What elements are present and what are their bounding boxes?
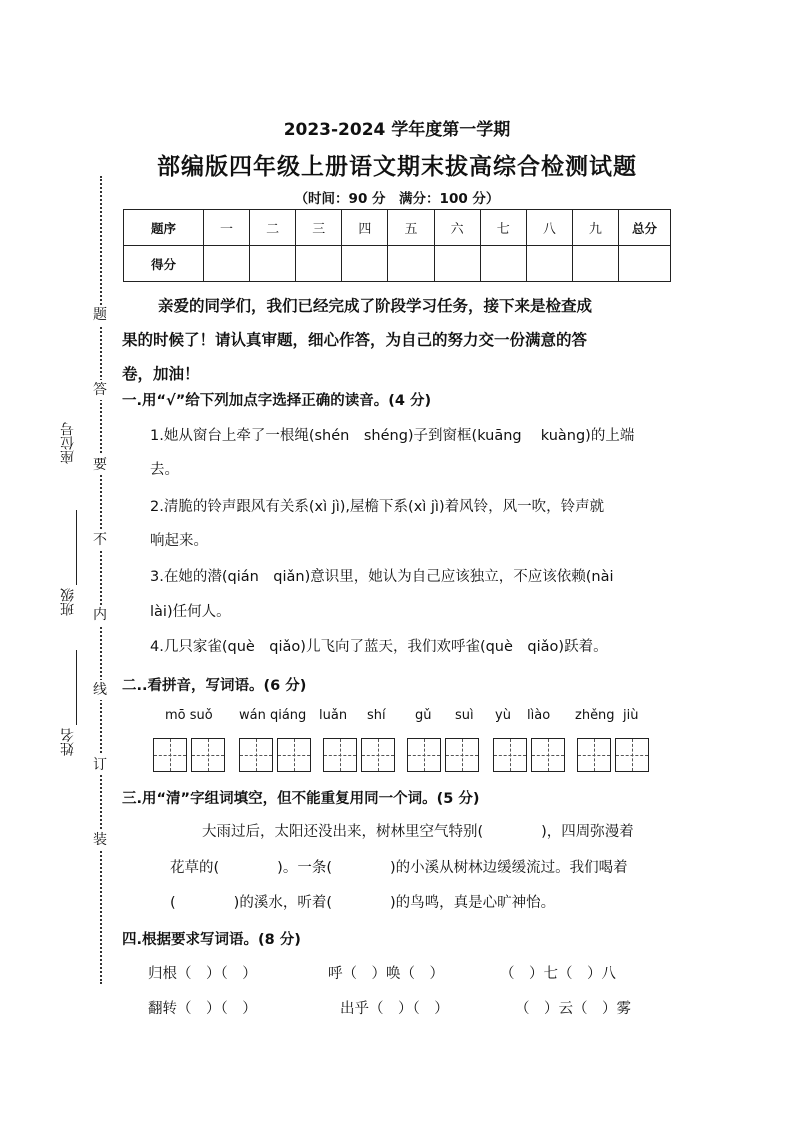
score-input-cell[interactable] (388, 246, 434, 282)
score-input-cell[interactable] (204, 246, 250, 282)
idiom-blank: 呼（ ）唤（ ） (328, 966, 444, 982)
exam-title: 部编版四年级上册语文期末拔高综合检测试题 (157, 154, 637, 180)
score-cell: 八 (526, 210, 572, 246)
pinyin-label: shí (367, 708, 386, 723)
year-term-title: 2023-2024 学年度第一学期 (283, 120, 511, 140)
section-2-title: 二..看拼音，写词语。(6 分) (122, 678, 307, 694)
score-input-cell[interactable] (480, 246, 526, 282)
intro-line: 亲爱的同学们，我们已经完成了阶段学习任务，接下来是检查成 (158, 296, 593, 315)
score-cell: 总分 (619, 210, 671, 246)
score-input-cell[interactable] (572, 246, 618, 282)
name-label: 姓名 (60, 728, 76, 756)
question-line: 4.几只家雀(què qiǎo)儿飞向了蓝天，我们欢呼雀(què qiǎo)跃着。 (150, 639, 608, 655)
name-field[interactable] (58, 650, 78, 756)
score-input-cell[interactable] (526, 246, 572, 282)
writing-box[interactable] (323, 738, 357, 772)
score-cell: 九 (572, 210, 618, 246)
binding-char: 要 (90, 455, 110, 475)
score-input-cell[interactable] (250, 246, 296, 282)
binding-char: 线 (90, 680, 110, 700)
pinyin-label: suì (455, 708, 474, 723)
score-cell: 三 (296, 210, 342, 246)
question-line: 3.在她的潜(qián qiǎn)意识里，她认为自己应该独立，不应该依赖(nài (150, 569, 614, 585)
score-cell: 题序 (124, 210, 204, 246)
score-input-cell[interactable] (619, 246, 671, 282)
section-1-title: 一.用“√”给下列加点字选择正确的读音。(4 分) (122, 393, 432, 409)
name-blank[interactable] (76, 650, 77, 725)
seat-number-label: 座位号 (60, 422, 76, 464)
question-line: 去。 (150, 462, 179, 478)
score-cell: 一 (204, 210, 250, 246)
pinyin-label: wán qiáng (239, 708, 307, 723)
score-cell: 二 (250, 210, 296, 246)
fill-blank-line: 花草的( )。一条( )的小溪从树林边缓缓流过。我们喝着 (170, 860, 628, 876)
binding-dotted-line (100, 176, 102, 984)
pinyin-label: zhěng (575, 708, 615, 723)
binding-char: 不 (90, 530, 110, 550)
writing-box[interactable] (407, 738, 441, 772)
section-4-title: 四.根据要求写词语。(8 分) (122, 932, 301, 948)
writing-box[interactable] (531, 738, 565, 772)
question-line: lài)任何人。 (150, 604, 231, 620)
pinyin-label: jiù (623, 708, 639, 723)
pinyin-row (153, 708, 673, 728)
class-label: 班级 (60, 588, 76, 616)
score-input-cell[interactable] (296, 246, 342, 282)
question-line: 1.她从窗台上牵了一根绳(shén shéng)子到窗框(kuāng kuàng)的上端 (150, 428, 635, 444)
intro-line: 果的时候了！请认真审题，细心作答，为自己的努力交一份满意的答 (122, 330, 588, 349)
idiom-blank: 翻转（ ）（ ） (148, 1001, 257, 1017)
score-cell: 七 (480, 210, 526, 246)
tianzige-row (153, 738, 673, 774)
binding-char: 内 (90, 605, 110, 625)
class-blank[interactable] (76, 510, 77, 585)
score-input-cell[interactable] (434, 246, 480, 282)
class-field[interactable] (58, 510, 78, 616)
pinyin-label: lìào (527, 708, 551, 723)
score-input-cell[interactable] (342, 246, 388, 282)
score-table (123, 209, 671, 282)
idiom-blank: （ ）七（ ）八 (500, 966, 616, 982)
question-line: 响起来。 (150, 533, 208, 549)
binding-char: 订 (90, 755, 110, 775)
pinyin-label: mō suǒ (165, 708, 213, 723)
pinyin-label: gǔ (415, 708, 432, 723)
fill-blank-line: ( )的溪水，听着( )的鸟鸣，真是心旷神怡。 (170, 895, 556, 911)
idiom-blank: 出乎（ ）（ ） (340, 1001, 449, 1017)
score-cell: 六 (434, 210, 480, 246)
idiom-blank: （ ）云（ ）雾 (515, 1001, 631, 1017)
score-cell: 四 (342, 210, 388, 246)
binding-char: 装 (90, 830, 110, 850)
writing-box[interactable] (445, 738, 479, 772)
binding-char: 答 (90, 380, 110, 400)
question-line: 2.清脆的铃声跟风有关系(xì jì),屋檐下系(xì jì)着风铃，风一吹，铃声就 (150, 499, 605, 515)
writing-box[interactable] (493, 738, 527, 772)
intro-line: 卷，加油！ (122, 364, 200, 383)
exam-info: （时间：90 分 满分：100 分） (294, 191, 500, 207)
writing-box[interactable] (577, 738, 611, 772)
score-table-score-row (124, 246, 671, 282)
writing-box[interactable] (153, 738, 187, 772)
writing-box[interactable] (615, 738, 649, 772)
score-table-header-row (124, 210, 671, 246)
seat-number-field (58, 422, 78, 464)
intro-paragraph (122, 289, 682, 391)
pinyin-label: luǎn (319, 708, 348, 723)
writing-box[interactable] (191, 738, 225, 772)
section-3-title: 三.用“清”字组词填空，但不能重复用同一个词。(5 分) (122, 791, 480, 807)
binding-char: 题 (90, 305, 110, 325)
idiom-blank: 归根（ ）（ ） (148, 966, 257, 982)
score-row-label: 得分 (124, 246, 204, 282)
writing-box[interactable] (361, 738, 395, 772)
pinyin-label: yù (495, 708, 511, 723)
writing-box[interactable] (239, 738, 273, 772)
score-cell: 五 (388, 210, 434, 246)
writing-box[interactable] (277, 738, 311, 772)
fill-blank-line: 大雨过后，太阳还没出来，树林里空气特别( )，四周弥漫着 (202, 824, 634, 840)
